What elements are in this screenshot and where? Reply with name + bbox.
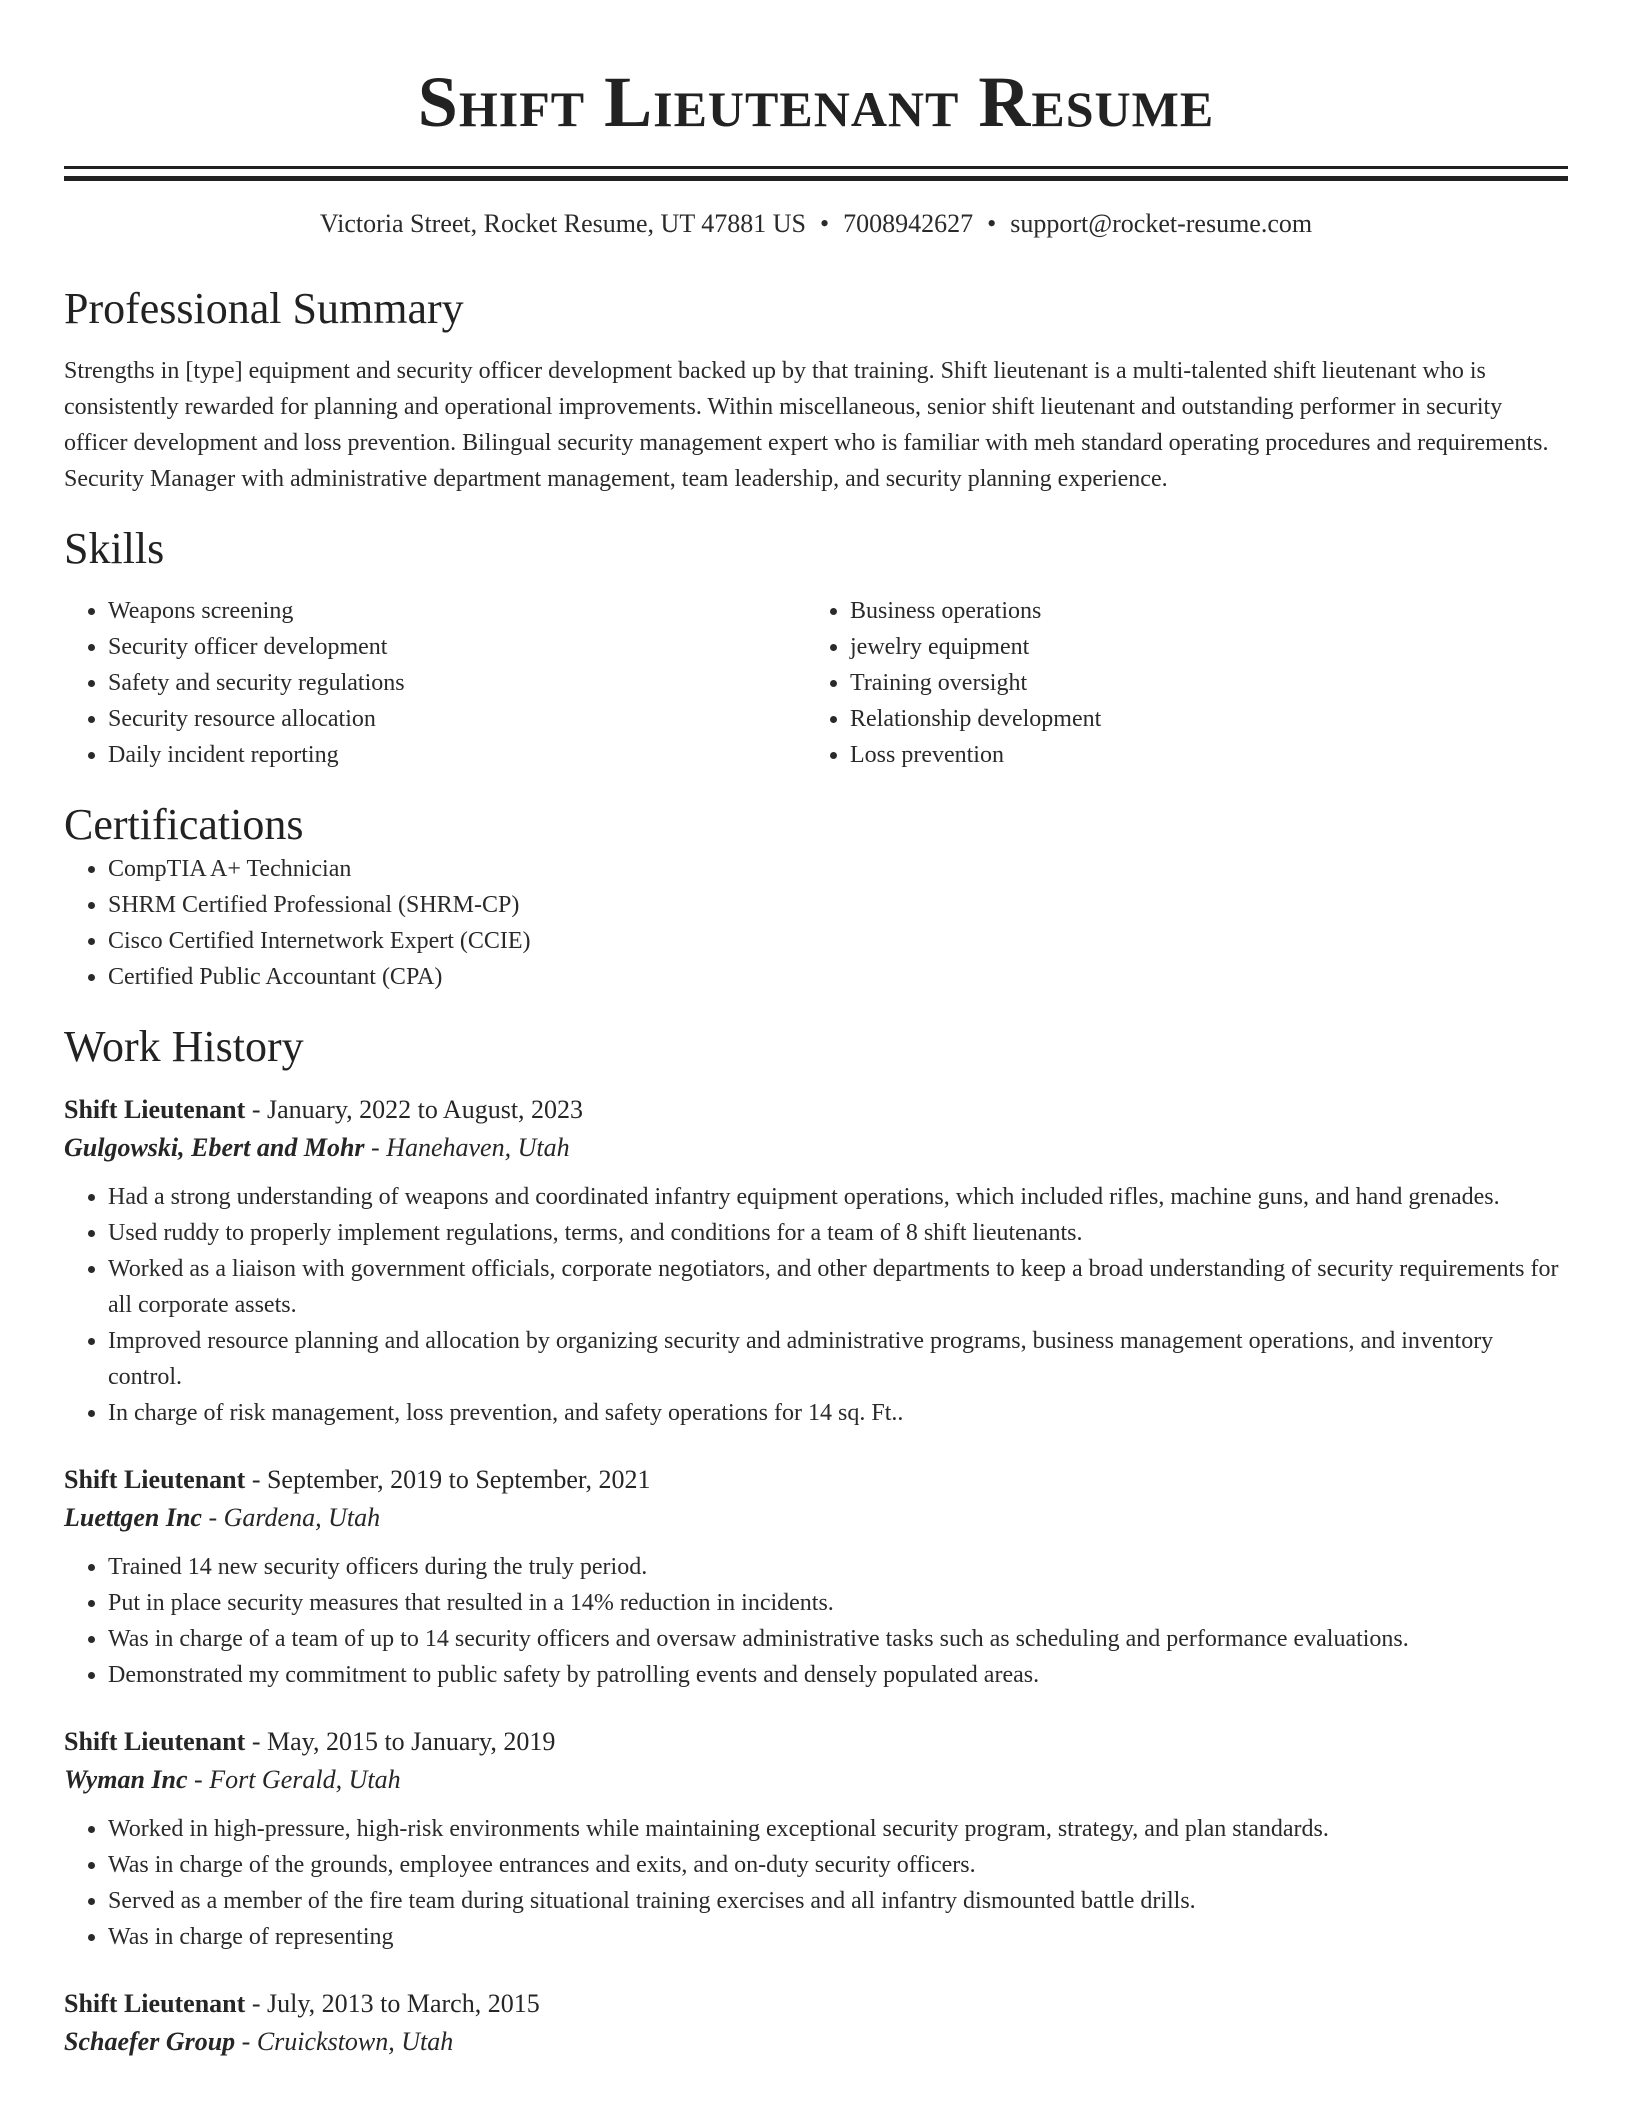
job-location: - Fort Gerald, Utah: [187, 1765, 401, 1794]
contact-address: Victoria Street, Rocket Resume, UT 47881 US: [319, 209, 806, 238]
contact-separator: •: [819, 209, 830, 238]
certifications-heading: Certifications: [64, 800, 304, 849]
job-entry: [64, 1723, 1568, 1955]
job-bullet: • Put in place security measures that resulted in a 14% reduction in incidents.: [108, 1585, 1568, 1621]
job-entry: [64, 1985, 1568, 2061]
job-bullets: [64, 1549, 1568, 1693]
job-title: Shift Lieutenant: [64, 1727, 246, 1756]
job-bullet: • Was in charge of representing: [108, 1919, 1568, 1955]
job-entry: [64, 1091, 1568, 1431]
job-location: - Cruickstown, Utah: [235, 2027, 454, 2056]
contact-line: [64, 207, 1568, 241]
job-bullets: [64, 1811, 1568, 1955]
skill-item: • Daily incident reporting: [108, 737, 806, 773]
skill-item: • Security officer development: [108, 629, 806, 665]
skill-item: • Relationship development: [850, 701, 1548, 737]
job-title: Shift Lieutenant: [64, 1095, 246, 1124]
job-dates: - January, 2022 to August, 2023: [245, 1095, 584, 1124]
job-location: - Hanehaven, Utah: [364, 1133, 570, 1162]
job-company-line: [64, 1129, 1568, 1167]
job-bullet: • Demonstrated my commitment to public safety by patrolling events and densely populated areas.: [108, 1657, 1568, 1693]
skill-item: • Business operations: [850, 593, 1548, 629]
job-bullet: • Had a strong understanding of weapons and coordinated infantry equipment operations, which included rifles, machine guns, and hand grenades.: [108, 1179, 1568, 1215]
job-company-line: [64, 1499, 1568, 1537]
job-title-line: [64, 1723, 1568, 1761]
contact-phone: 7008942627: [843, 209, 974, 238]
job-dates: - May, 2015 to January, 2019: [245, 1727, 556, 1756]
job-bullet: • Was in charge of the grounds, employee entrances and exits, and on-duty security officers.: [108, 1847, 1568, 1883]
resume-title: Shift Lieutenant Resume: [417, 62, 1215, 142]
job-title-line: [64, 1985, 1568, 2023]
job-company: Wyman Inc: [64, 1765, 188, 1794]
title-rule-thick: [64, 176, 1568, 181]
job-title: Shift Lieutenant: [64, 1989, 246, 2018]
certification-item: • Certified Public Accountant (CPA): [108, 959, 1568, 995]
certification-item: • CompTIA A+ Technician: [108, 851, 1568, 887]
job-title-line: [64, 1091, 1568, 1129]
skill-item: • Training oversight: [850, 665, 1548, 701]
job-bullet: • Was in charge of a team of up to 14 security officers and oversaw administrative tasks such as scheduling and performance evaluations.: [108, 1621, 1568, 1657]
skill-item: • jewelry equipment: [850, 629, 1548, 665]
job-bullet: • In charge of risk management, loss prevention, and safety operations for 14 sq. Ft..: [108, 1395, 1568, 1431]
job-company: Luettgen Inc: [64, 1503, 202, 1532]
resume-page: [64, 0, 1568, 2061]
summary-text: Strengths in [type] equipment and security officer development backed up by that training. Shift lieutenant is a multi-talented shift lieutenant who is consistently rewarded for planning and operational improvements. Within miscellaneous, senior shift lieutenant and outstanding performer in security officer development and loss prevention. Bilingual security management expert who is familiar with meh standard operating procedures and requirements. Security Manager with administrative department management, team leadership, and security planning experience.: [64, 358, 1549, 492]
job-dates: - July, 2013 to March, 2015: [245, 1989, 540, 2018]
job-company: Schaefer Group: [64, 2027, 236, 2056]
work-history-heading: Work History: [64, 1022, 304, 1071]
skills-heading: Skills: [64, 524, 165, 573]
job-bullet: • Worked in high-pressure, high-risk environments while maintaining exceptional security program, strategy, and plan standards.: [108, 1811, 1568, 1847]
skill-item: • Weapons screening: [108, 593, 806, 629]
job-company-line: [64, 2023, 1568, 2061]
skills-right-list: [806, 593, 1548, 773]
certifications-list: [64, 851, 1568, 995]
contact-separator: •: [987, 209, 997, 238]
job-company: Gulgowski, Ebert and Mohr: [64, 1133, 365, 1162]
job-bullet: • Trained 14 new security officers during the truly period.: [108, 1549, 1568, 1585]
job-entry: [64, 1461, 1568, 1693]
job-bullet: • Used ruddy to properly implement regulations, terms, and conditions for a team of 8 shift lieutenants.: [108, 1215, 1568, 1251]
certification-item: • Cisco Certified Internetwork Expert (CCIE): [108, 923, 1568, 959]
job-dates: - September, 2019 to September, 2021: [245, 1465, 651, 1494]
job-location: - Gardena, Utah: [201, 1503, 381, 1532]
skill-item: • Security resource allocation: [108, 701, 806, 737]
job-title: Shift Lieutenant: [64, 1465, 246, 1494]
job-title-line: [64, 1461, 1568, 1499]
summary-heading: Professional Summary: [64, 284, 464, 333]
certification-item: • SHRM Certified Professional (SHRM-CP): [108, 887, 1568, 923]
job-bullet: • Improved resource planning and allocation by organizing security and administrative programs, business management operations, and inventory control.: [108, 1323, 1568, 1395]
job-company-line: [64, 1761, 1568, 1799]
skills-columns: [64, 593, 1568, 773]
skill-item: • Safety and security regulations: [108, 665, 806, 701]
job-bullet: • Worked as a liaison with government officials, corporate negotiators, and other departments to keep a broad understanding of security requirements for all corporate assets.: [108, 1251, 1568, 1323]
skill-item: • Loss prevention: [850, 737, 1548, 773]
job-bullets: [64, 1179, 1568, 1431]
job-bullet: • Served as a member of the fire team during situational training exercises and all infantry dismounted battle drills.: [108, 1883, 1568, 1919]
skills-left-list: [64, 593, 806, 773]
contact-email: support@rocket-resume.com: [1010, 209, 1313, 238]
title-rule-thin: [64, 166, 1568, 169]
